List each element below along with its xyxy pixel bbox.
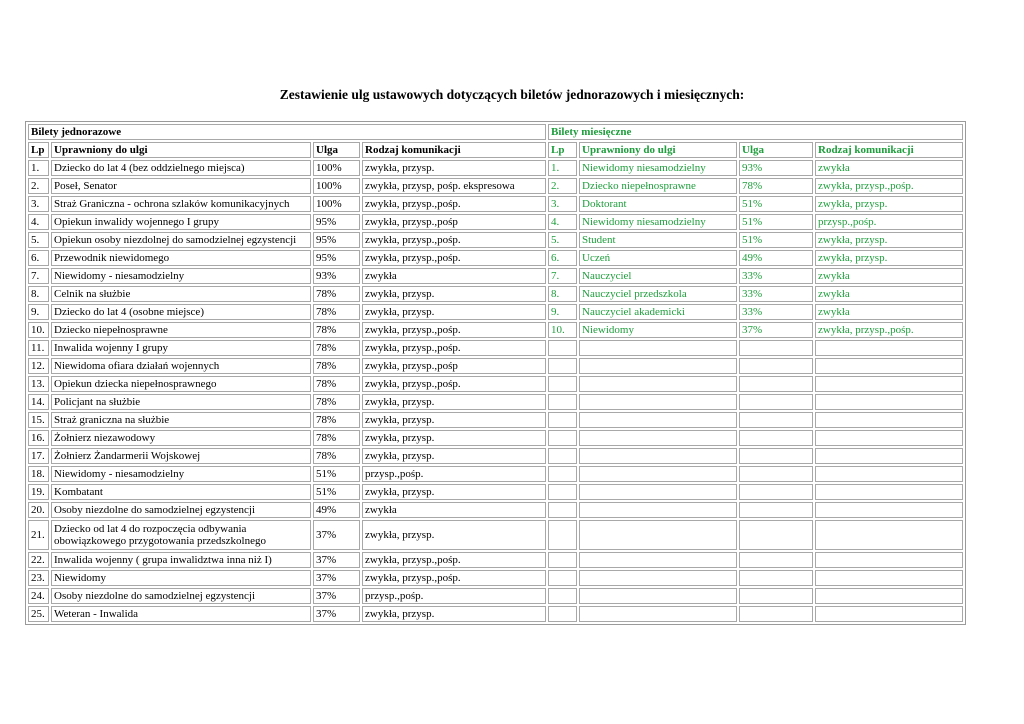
single-transport-type-cell: przysp.,pośp.	[362, 588, 546, 604]
single-transport-type-cell: zwykła, przysp.	[362, 412, 546, 428]
monthly-discount-cell: 51%	[739, 214, 813, 230]
section-label-row	[28, 124, 963, 140]
monthly-lp-cell: 10.	[548, 322, 577, 338]
monthly-discount-cell	[739, 606, 813, 622]
single-transport-type-cell: zwykła, przysp.,pośp	[362, 358, 546, 374]
single-discount-cell: 95%	[313, 250, 360, 266]
monthly-transport-type-cell	[815, 340, 963, 356]
single-transport-type-cell: zwykła, przysp.,pośp.	[362, 340, 546, 356]
monthly-transport-type-cell: przysp.,pośp.	[815, 214, 963, 230]
single-lp-cell: 16.	[28, 430, 49, 446]
monthly-lp-cell	[548, 520, 577, 550]
single-entitled-cell: Dziecko niepełnosprawne	[51, 322, 311, 338]
monthly-transport-type-cell	[815, 502, 963, 518]
monthly-transport-type-cell: zwykła, przysp.	[815, 250, 963, 266]
monthly-transport-type-cell: zwykła, przysp.,pośp.	[815, 178, 963, 194]
single-discount-cell: 49%	[313, 502, 360, 518]
single-transport-type-cell: zwykła, przysp.,pośp	[362, 214, 546, 230]
monthly-lp-cell	[548, 588, 577, 604]
monthly-discount-cell	[739, 466, 813, 482]
single-lp-cell: 8.	[28, 286, 49, 302]
table-row	[28, 196, 963, 212]
monthly-entitled-cell	[579, 430, 737, 446]
monthly-transport-type-cell	[815, 484, 963, 500]
single-transport-type-cell: zwykła, przysp.	[362, 484, 546, 500]
single-transport-type-cell: zwykła, przysp.,pośp.	[362, 376, 546, 392]
table-row	[28, 322, 963, 338]
table-row	[28, 502, 963, 518]
monthly-transport-type-cell	[815, 570, 963, 586]
monthly-lp-cell: 3.	[548, 196, 577, 212]
table-row	[28, 268, 963, 284]
monthly-entitled-cell	[579, 502, 737, 518]
monthly-discount-cell	[739, 502, 813, 518]
table-row	[28, 286, 963, 302]
single-lp-cell: 13.	[28, 376, 49, 392]
monthly-lp-cell	[548, 430, 577, 446]
single-transport-type-cell: zwykła, przysp.,pośp.	[362, 250, 546, 266]
single-lp-cell: 7.	[28, 268, 49, 284]
single-transport-type-cell: zwykła, przysp.,pośp.	[362, 552, 546, 568]
monthly-lp-cell	[548, 552, 577, 568]
discount-table	[25, 121, 966, 625]
monthly-lp-cell	[548, 358, 577, 374]
single-lp-cell: 18.	[28, 466, 49, 482]
single-transport-type-cell: zwykła, przysp.	[362, 394, 546, 410]
single-lp-cell: 1.	[28, 160, 49, 176]
single-lp-cell: 24.	[28, 588, 49, 604]
single-entitled-cell: Niewidomy	[51, 570, 311, 586]
single-transport-type-cell: zwykła, przysp.	[362, 286, 546, 302]
monthly-section-label: Bilety miesięczne	[548, 124, 963, 140]
monthly-entitled-cell	[579, 606, 737, 622]
monthly-lp-cell	[548, 570, 577, 586]
single-lp-cell: 23.	[28, 570, 49, 586]
monthly-discount-cell: 37%	[739, 322, 813, 338]
monthly-column-header: Uprawniony do ulgi	[579, 142, 737, 158]
table-row	[28, 394, 963, 410]
monthly-lp-cell	[548, 502, 577, 518]
table-row	[28, 520, 963, 550]
single-lp-cell: 17.	[28, 448, 49, 464]
single-transport-type-cell: przysp.,pośp.	[362, 466, 546, 482]
single-discount-cell: 95%	[313, 214, 360, 230]
monthly-transport-type-cell	[815, 552, 963, 568]
table-row	[28, 552, 963, 568]
monthly-transport-type-cell	[815, 588, 963, 604]
single-entitled-cell: Dziecko do lat 4 (osobne miejsce)	[51, 304, 311, 320]
monthly-entitled-cell	[579, 588, 737, 604]
single-discount-cell: 78%	[313, 340, 360, 356]
monthly-discount-cell: 93%	[739, 160, 813, 176]
single-entitled-cell: Opiekun dziecka niepełnosprawnego	[51, 376, 311, 392]
monthly-entitled-cell: Doktorant	[579, 196, 737, 212]
single-column-header: Rodzaj komunikacji	[362, 142, 546, 158]
monthly-lp-cell: 5.	[548, 232, 577, 248]
monthly-lp-cell	[548, 376, 577, 392]
table-row	[28, 304, 963, 320]
monthly-discount-cell: 33%	[739, 304, 813, 320]
single-lp-cell: 2.	[28, 178, 49, 194]
single-entitled-cell: Niewidoma ofiara działań wojennych	[51, 358, 311, 374]
monthly-entitled-cell: Dziecko niepełnosprawne	[579, 178, 737, 194]
single-column-header: Ulga	[313, 142, 360, 158]
monthly-discount-cell	[739, 448, 813, 464]
single-entitled-cell: Straż Graniczna - ochrona szlaków komunikacyjnych	[51, 196, 311, 212]
single-lp-cell: 14.	[28, 394, 49, 410]
single-transport-type-cell: zwykła	[362, 502, 546, 518]
single-transport-type-cell: zwykła	[362, 268, 546, 284]
single-lp-cell: 25.	[28, 606, 49, 622]
single-entitled-cell: Przewodnik niewidomego	[51, 250, 311, 266]
single-discount-cell: 51%	[313, 466, 360, 482]
monthly-lp-cell: 8.	[548, 286, 577, 302]
monthly-entitled-cell	[579, 394, 737, 410]
table-row	[28, 588, 963, 604]
single-entitled-cell: Inwalida wojenny I grupy	[51, 340, 311, 356]
single-discount-cell: 93%	[313, 268, 360, 284]
table-row	[28, 232, 963, 248]
single-discount-cell: 78%	[313, 322, 360, 338]
monthly-entitled-cell	[579, 520, 737, 550]
monthly-transport-type-cell	[815, 448, 963, 464]
single-transport-type-cell: zwykła, przysp.	[362, 520, 546, 550]
single-discount-cell: 37%	[313, 552, 360, 568]
single-entitled-cell: Żołnierz Żandarmerii Wojskowej	[51, 448, 311, 464]
single-entitled-cell: Niewidomy - niesamodzielny	[51, 466, 311, 482]
single-discount-cell: 37%	[313, 570, 360, 586]
single-transport-type-cell: zwykła, przysp.	[362, 430, 546, 446]
monthly-lp-cell	[548, 340, 577, 356]
single-entitled-cell: Dziecko do lat 4 (bez oddzielnego miejsca)	[51, 160, 311, 176]
monthly-column-header: Lp	[548, 142, 577, 158]
single-lp-cell: 15.	[28, 412, 49, 428]
monthly-entitled-cell: Student	[579, 232, 737, 248]
monthly-discount-cell: 78%	[739, 178, 813, 194]
single-lp-cell: 4.	[28, 214, 49, 230]
single-entitled-cell: Opiekun osoby niezdolnej do samodzielnej egzystencji	[51, 232, 311, 248]
single-lp-cell: 10.	[28, 322, 49, 338]
monthly-discount-cell	[739, 394, 813, 410]
monthly-entitled-cell: Niewidomy niesamodzielny	[579, 160, 737, 176]
monthly-transport-type-cell: zwykła	[815, 160, 963, 176]
monthly-entitled-cell	[579, 412, 737, 428]
monthly-discount-cell	[739, 430, 813, 446]
single-transport-type-cell: zwykła, przysp.	[362, 160, 546, 176]
table-row	[28, 570, 963, 586]
monthly-transport-type-cell	[815, 430, 963, 446]
monthly-entitled-cell: Uczeń	[579, 250, 737, 266]
monthly-entitled-cell: Nauczyciel akademicki	[579, 304, 737, 320]
table-row	[28, 340, 963, 356]
monthly-lp-cell: 6.	[548, 250, 577, 266]
monthly-transport-type-cell: zwykła	[815, 286, 963, 302]
monthly-transport-type-cell	[815, 520, 963, 550]
monthly-lp-cell: 1.	[548, 160, 577, 176]
monthly-discount-cell	[739, 588, 813, 604]
monthly-transport-type-cell: zwykła, przysp.	[815, 196, 963, 212]
single-entitled-cell: Osoby niezdolne do samodzielnej egzystencji	[51, 502, 311, 518]
table-row	[28, 214, 963, 230]
monthly-discount-cell	[739, 484, 813, 500]
monthly-transport-type-cell: zwykła	[815, 304, 963, 320]
table-row	[28, 466, 963, 482]
monthly-entitled-cell	[579, 376, 737, 392]
single-discount-cell: 51%	[313, 484, 360, 500]
single-entitled-cell: Opiekun inwalidy wojennego I grupy	[51, 214, 311, 230]
single-column-header: Lp	[28, 142, 49, 158]
monthly-entitled-cell	[579, 466, 737, 482]
monthly-transport-type-cell	[815, 394, 963, 410]
monthly-transport-type-cell: zwykła, przysp.,pośp.	[815, 322, 963, 338]
single-transport-type-cell: zwykła, przysp.	[362, 304, 546, 320]
monthly-column-header: Ulga	[739, 142, 813, 158]
single-entitled-cell: Osoby niezdolne do samodzielnej egzystencji	[51, 588, 311, 604]
monthly-lp-cell	[548, 484, 577, 500]
monthly-discount-cell	[739, 412, 813, 428]
single-transport-type-cell: zwykła, przysp, pośp. ekspresowa	[362, 178, 546, 194]
table-row	[28, 484, 963, 500]
monthly-entitled-cell	[579, 358, 737, 374]
single-discount-cell: 100%	[313, 178, 360, 194]
monthly-entitled-cell	[579, 448, 737, 464]
monthly-entitled-cell	[579, 570, 737, 586]
table-row	[28, 412, 963, 428]
single-entitled-cell: Straż graniczna na służbie	[51, 412, 311, 428]
monthly-transport-type-cell: zwykła	[815, 268, 963, 284]
monthly-column-header: Rodzaj komunikacji	[815, 142, 963, 158]
single-discount-cell: 78%	[313, 412, 360, 428]
monthly-entitled-cell: Niewidomy	[579, 322, 737, 338]
single-entitled-cell: Poseł, Senator	[51, 178, 311, 194]
single-discount-cell: 100%	[313, 196, 360, 212]
single-lp-cell: 9.	[28, 304, 49, 320]
single-discount-cell: 78%	[313, 448, 360, 464]
monthly-discount-cell	[739, 520, 813, 550]
monthly-lp-cell: 2.	[548, 178, 577, 194]
page-title: Zestawienie ulg ustawowych dotyczących biletów jednorazowych i miesięcznych:	[279, 87, 745, 102]
monthly-lp-cell	[548, 606, 577, 622]
monthly-discount-cell	[739, 570, 813, 586]
monthly-discount-cell: 51%	[739, 232, 813, 248]
single-section-label: Bilety jednorazowe	[28, 124, 546, 140]
single-lp-cell: 12.	[28, 358, 49, 374]
monthly-entitled-cell	[579, 552, 737, 568]
monthly-discount-cell: 51%	[739, 196, 813, 212]
table-row	[28, 250, 963, 266]
monthly-lp-cell	[548, 412, 577, 428]
monthly-entitled-cell: Nauczyciel	[579, 268, 737, 284]
monthly-discount-cell: 33%	[739, 286, 813, 302]
monthly-lp-cell: 9.	[548, 304, 577, 320]
monthly-entitled-cell: Nauczyciel przedszkola	[579, 286, 737, 302]
single-lp-cell: 22.	[28, 552, 49, 568]
table-row	[28, 606, 963, 622]
single-transport-type-cell: zwykła, przysp.,pośp.	[362, 570, 546, 586]
monthly-transport-type-cell	[815, 358, 963, 374]
single-discount-cell: 95%	[313, 232, 360, 248]
single-discount-cell: 78%	[313, 304, 360, 320]
single-lp-cell: 5.	[28, 232, 49, 248]
monthly-entitled-cell	[579, 340, 737, 356]
single-lp-cell: 6.	[28, 250, 49, 266]
single-discount-cell: 37%	[313, 606, 360, 622]
monthly-lp-cell: 4.	[548, 214, 577, 230]
monthly-transport-type-cell	[815, 376, 963, 392]
single-entitled-cell: Policjant na służbie	[51, 394, 311, 410]
single-lp-cell: 3.	[28, 196, 49, 212]
table-row	[28, 448, 963, 464]
monthly-transport-type-cell	[815, 412, 963, 428]
monthly-discount-cell	[739, 552, 813, 568]
single-discount-cell: 78%	[313, 430, 360, 446]
single-column-header: Uprawniony do ulgi	[51, 142, 311, 158]
monthly-lp-cell	[548, 448, 577, 464]
single-discount-cell: 78%	[313, 358, 360, 374]
monthly-discount-cell	[739, 358, 813, 374]
single-lp-cell: 19.	[28, 484, 49, 500]
table-row	[28, 160, 963, 176]
monthly-discount-cell: 49%	[739, 250, 813, 266]
monthly-transport-type-cell: zwykła, przysp.	[815, 232, 963, 248]
single-transport-type-cell: zwykła, przysp.,pośp.	[362, 232, 546, 248]
monthly-discount-cell: 33%	[739, 268, 813, 284]
table-row	[28, 376, 963, 392]
single-entitled-cell: Celnik na służbie	[51, 286, 311, 302]
single-entitled-cell: Weteran - Inwalida	[51, 606, 311, 622]
single-discount-cell: 78%	[313, 286, 360, 302]
monthly-lp-cell: 7.	[548, 268, 577, 284]
single-transport-type-cell: zwykła, przysp.,pośp.	[362, 196, 546, 212]
monthly-lp-cell	[548, 394, 577, 410]
single-entitled-cell: Żołnierz niezawodowy	[51, 430, 311, 446]
monthly-entitled-cell: Niewidomy niesamodzielny	[579, 214, 737, 230]
single-entitled-cell: Niewidomy - niesamodzielny	[51, 268, 311, 284]
single-discount-cell: 37%	[313, 588, 360, 604]
single-discount-cell: 78%	[313, 394, 360, 410]
header-row	[28, 142, 963, 158]
single-discount-cell: 37%	[313, 520, 360, 550]
single-transport-type-cell: zwykła, przysp.	[362, 448, 546, 464]
single-transport-type-cell: zwykła, przysp.	[362, 606, 546, 622]
single-entitled-cell: Inwalida wojenny ( grupa inwalidztwa inna niż I)	[51, 552, 311, 568]
single-entitled-cell: Kombatant	[51, 484, 311, 500]
monthly-transport-type-cell	[815, 466, 963, 482]
table-row	[28, 178, 963, 194]
single-discount-cell: 78%	[313, 376, 360, 392]
table-row	[28, 358, 963, 374]
monthly-discount-cell	[739, 340, 813, 356]
monthly-lp-cell	[548, 466, 577, 482]
monthly-transport-type-cell	[815, 606, 963, 622]
monthly-discount-cell	[739, 376, 813, 392]
single-discount-cell: 100%	[313, 160, 360, 176]
single-transport-type-cell: zwykła, przysp.,pośp.	[362, 322, 546, 338]
monthly-entitled-cell	[579, 484, 737, 500]
single-lp-cell: 21.	[28, 520, 49, 550]
single-lp-cell: 20.	[28, 502, 49, 518]
single-lp-cell: 11.	[28, 340, 49, 356]
table-row	[28, 430, 963, 446]
single-entitled-cell: Dziecko od lat 4 do rozpoczęcia odbywania obowiązkowego przygotowania przedszkolnego	[51, 520, 311, 550]
